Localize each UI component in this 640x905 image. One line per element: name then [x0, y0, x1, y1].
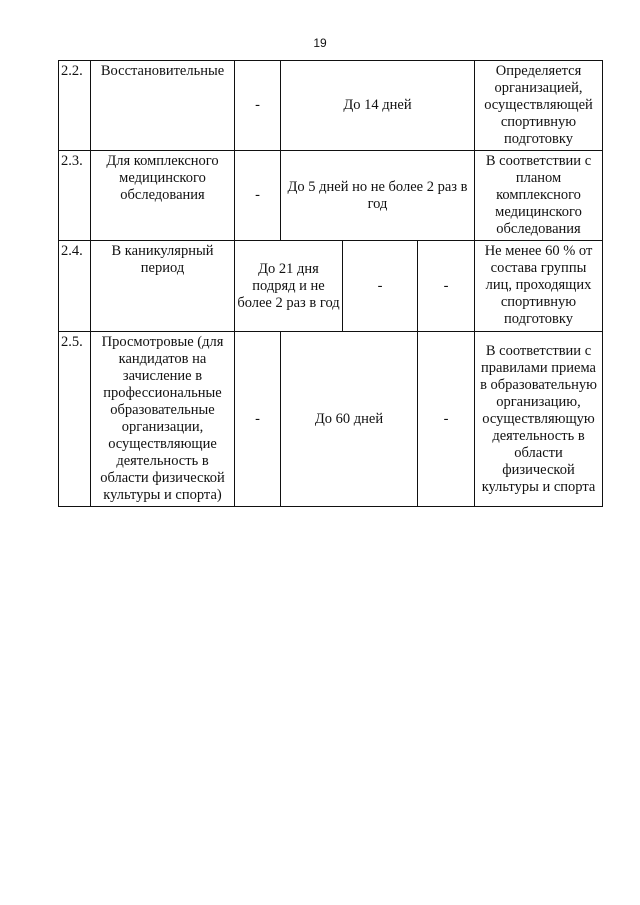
row-name: Восстановительные: [91, 61, 235, 151]
row-cell: До 60 дней: [281, 332, 418, 507]
row-cell: -: [343, 241, 418, 332]
row-cell: -: [235, 61, 281, 151]
row-cell: -: [235, 151, 281, 241]
row-name: Для комплексного медицинского обследования: [91, 151, 235, 241]
row-cell: До 21 дня подряд и не более 2 раз в год: [235, 241, 343, 332]
row-cell: -: [235, 332, 281, 507]
row-number: 2.3.: [59, 151, 91, 241]
row-name: Просмотровые (для кандидатов на зачисление в профессиональные образовательные организации, осуществляющие деятельность в области физической культуры и спорта): [91, 332, 235, 507]
row-note: Определяется организацией, осуществляющей спортивную подготовку: [475, 61, 603, 151]
page-number: 19: [313, 36, 327, 50]
row-name: В каникулярный период: [91, 241, 235, 332]
row-cell: -: [418, 332, 475, 507]
row-number: 2.4.: [59, 241, 91, 332]
document-table: [58, 60, 603, 507]
row-note: В соответствии с планом комплексного медицинского обследования: [475, 151, 603, 241]
row-cell: -: [418, 241, 475, 332]
row-note: В соответствии с правилами приема в образовательную организацию, осуществляющую деятельность в области физической культуры и спорта: [475, 332, 603, 507]
table-row: [59, 241, 603, 332]
row-cell: До 5 дней но не более 2 раз в год: [281, 151, 475, 241]
row-cell: До 14 дней: [281, 61, 475, 151]
table-row: [59, 151, 603, 241]
row-number: 2.2.: [59, 61, 91, 151]
row-note: Не менее 60 % от состава группы лиц, проходящих спортивную подготовку: [475, 241, 603, 332]
table-row: [59, 61, 603, 151]
table-row: [59, 332, 603, 507]
row-number: 2.5.: [59, 332, 91, 507]
